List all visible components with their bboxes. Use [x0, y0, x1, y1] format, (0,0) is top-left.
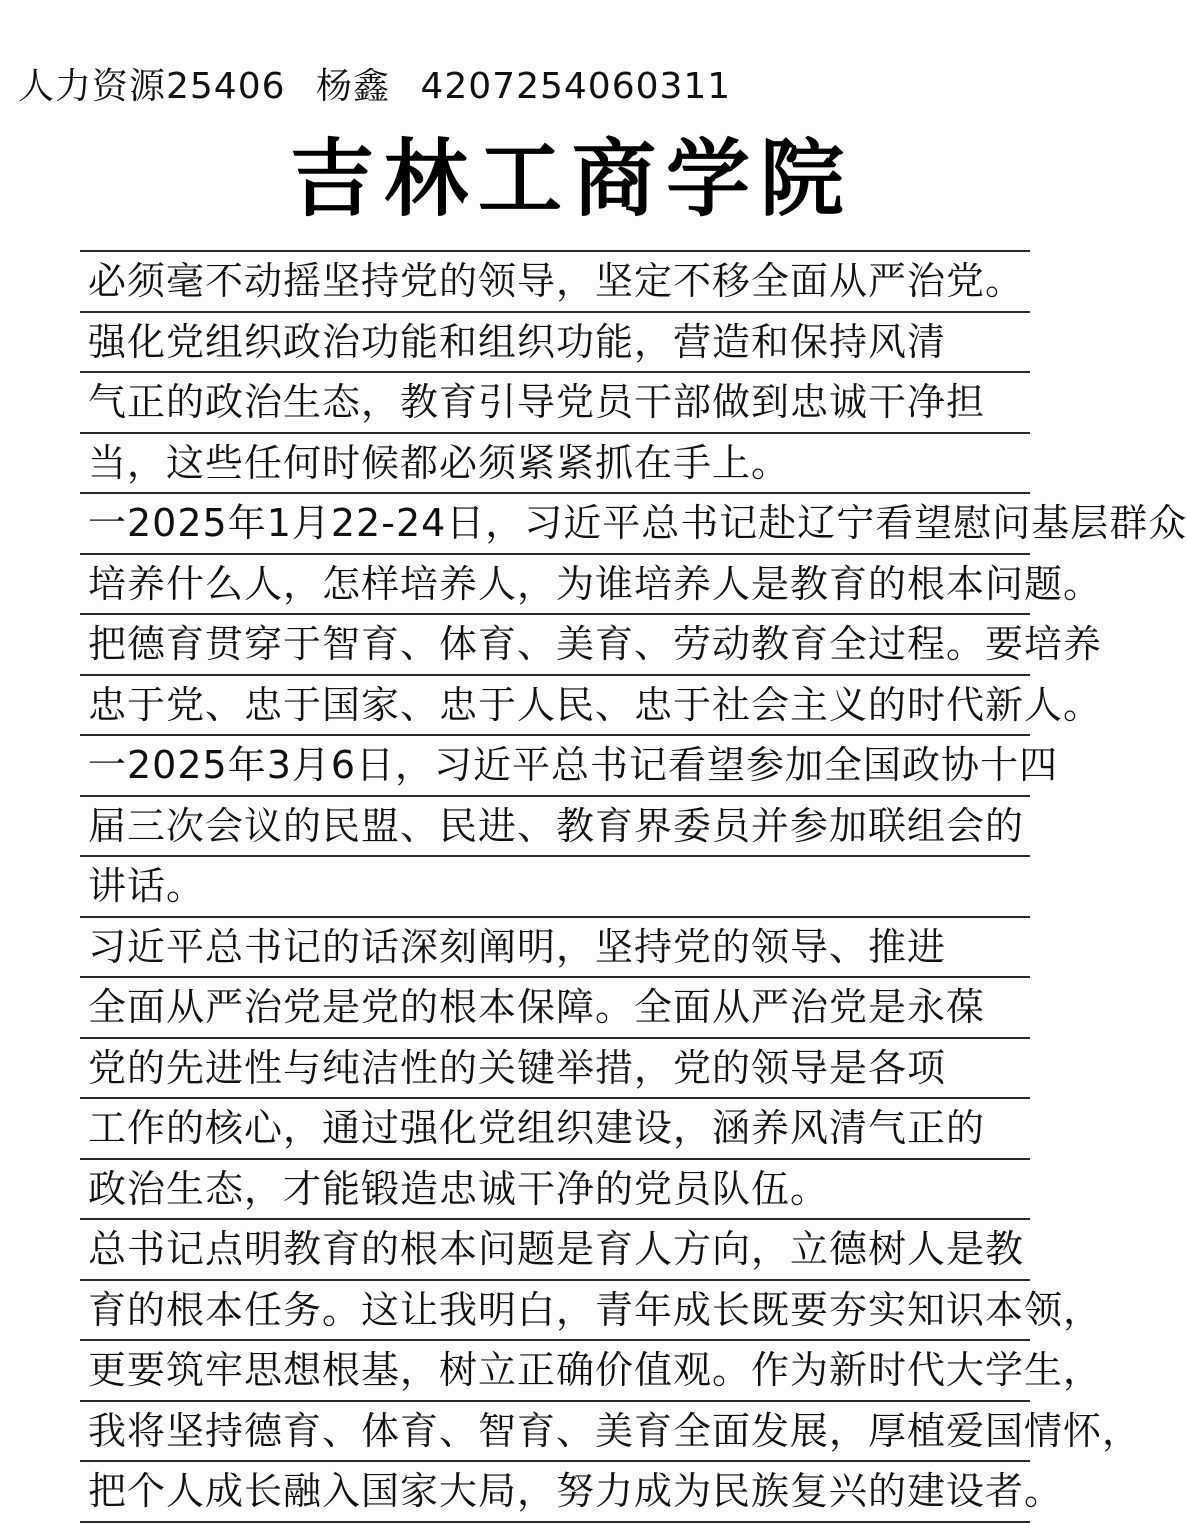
ruled-line: [80, 492, 1030, 494]
handwritten-line: 更要筑牢思想根基，树立正确价值观。作为新时代大学生，: [88, 1348, 1103, 1392]
ruled-line: [80, 311, 1030, 313]
ruled-line: [80, 1279, 1030, 1281]
handwritten-line: 必须毫不动摇坚持党的领导，坚定不移全面从严治党。: [88, 259, 1025, 303]
college-title: 吉林工商学院: [290, 129, 855, 228]
handwritten-line: 忠于党、忠于国家、忠于人民、忠于社会主义的时代新人。: [88, 682, 1103, 727]
handwritten-line: 气正的政治生态，教育引导党员干部做到忠诚干净担: [88, 380, 986, 424]
ruled-line: [80, 432, 1030, 434]
ruled-line: [80, 674, 1030, 676]
student-name: 杨鑫: [315, 66, 390, 107]
handwritten-line: 政治生态，才能锻造忠诚干净的党员队伍。: [88, 1166, 830, 1211]
ruled-line: [80, 1521, 1030, 1523]
ruled-line: [80, 976, 1030, 978]
handwritten-line: 工作的核心，通过强化党组织建设，涵养风清气正的: [88, 1106, 986, 1150]
handwritten-line: 总书记点明教育的根本问题是育人方向，立德树人是教: [88, 1227, 1025, 1271]
handwritten-line: 届三次会议的民盟、民进、教育界委员并参加联组会的: [88, 803, 1025, 848]
ruled-line: [80, 613, 1030, 615]
handwritten-line: 一2025年1月22-24日，习近平总书记赴辽宁看望慰问基层群众: [88, 501, 1187, 545]
student-id: 4207254060311: [420, 66, 732, 107]
ruled-line: [80, 1460, 1030, 1462]
handwritten-line: 讲话。: [88, 864, 206, 908]
ruled-line: [80, 553, 1030, 555]
handwritten-line: 育的根本任务。这让我明白，青年成长既要夯实知识本领，: [88, 1287, 1103, 1332]
major-class: 人力资源25406: [18, 66, 286, 107]
ruled-line: [80, 1097, 1030, 1099]
handwritten-line: 党的先进性与纯洁性的关键举措，党的领导是各项: [88, 1045, 947, 1090]
handwritten-line: 一2025年3月6日，习近平总书记看望参加全国政协十四: [88, 743, 1059, 787]
handwritten-line: 全面从严治党是党的根本保障。全面从严治党是永葆: [88, 985, 986, 1029]
ruled-line: [80, 250, 1030, 252]
handwritten-line: 习近平总书记的话深刻阐明，坚持党的领导、推进: [88, 924, 947, 969]
handwritten-line: 我将坚持德育、体育、智育、美育全面发展，厚植爱国情怀，: [88, 1408, 1142, 1453]
ruled-line: [80, 916, 1030, 918]
ruled-line: [80, 795, 1030, 797]
ruled-line: [80, 734, 1030, 736]
ruled-line: [80, 1218, 1030, 1220]
ruled-line: [80, 1158, 1030, 1160]
handwritten-line: 当，这些任何时候都必须紧紧抓在手上。: [88, 440, 791, 485]
ruled-line: [80, 1037, 1030, 1039]
ruled-line: [80, 1400, 1030, 1402]
ruled-line: [80, 1339, 1030, 1341]
handwritten-line: 把个人成长融入国家大局，努力成为民族复兴的建设者。: [88, 1469, 1064, 1513]
handwritten-line: 把德育贯穿于智育、体育、美育、劳动教育全过程。要培养: [88, 622, 1103, 666]
header-note: [18, 58, 749, 109]
ruled-line: [80, 371, 1030, 373]
handwritten-line: 强化党组织政治功能和组织功能，营造和保持风清: [88, 319, 947, 364]
handwritten-line: 培养什么人，怎样培养人，为谁培养人是教育的根本问题。: [88, 561, 1103, 606]
ruled-line: [80, 855, 1030, 857]
